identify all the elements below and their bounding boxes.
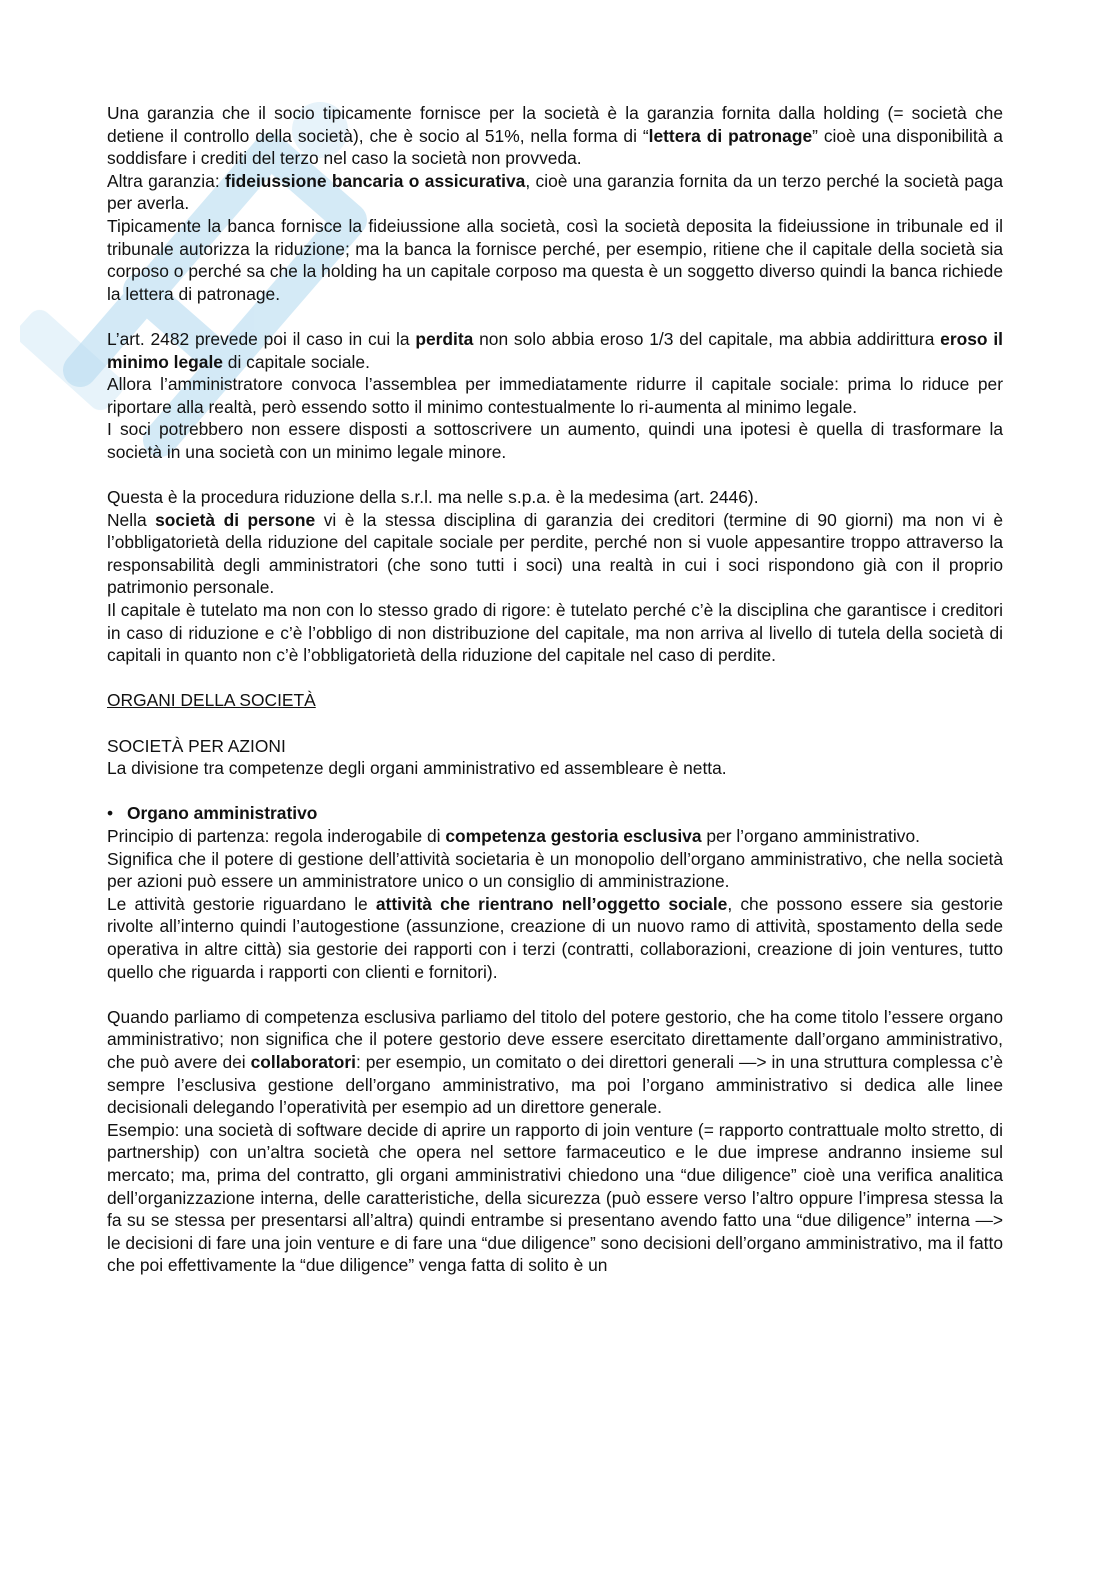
paragraph: I soci potrebbero non essere disposti a sottoscrivere un aumento, quindi una ipotesi è quella di trasformare la società in una società con un minimo legale minore. [107, 419, 1003, 462]
paragraph: L’art. 2482 prevede poi il caso in cui la perdita non solo abbia eroso 1/3 del capitale, ma abbia addirittura eroso il minimo legale di capitale sociale. [107, 328, 1003, 372]
paragraph: Altra garanzia: fideiussione bancaria o assicurativa, cioè una garanzia fornita da un terzo perché la società paga per averla. [107, 170, 1004, 214]
subsection-heading: SOCIETÀ PER AZIONI [107, 735, 286, 756]
paragraph: Allora l’amministratore convoca l’assemblea per immediatamente ridurre il capitale sociale: prima lo riduce per riportare alla realtà, però essendo sotto il minimo contestualmente lo ri-aumenta al minimo legale. [107, 374, 1003, 417]
paragraph: La divisione tra competenze degli organi amministrativo ed assembleare è netta. [107, 758, 727, 779]
paragraph: Nella società di persone vi è la stessa disciplina di garanzia dei creditori (termine di 90 giorni) ma non vi è l’obbligatorietà della riduzione del capitale sociale per perdite, perché non si vuole appesantire troppo attraverso la responsabilità degli amministratori (che sono tutti i soci) una realtà in cui i soci rispondono già con il proprio patrimonio personale. [107, 509, 1003, 598]
paragraph: Una garanzia che il socio tipicamente fornisce per la società è la garanzia fornita dalla holding (= società che detiene il controllo della società), che è socio al 51%, nella forma di “lettera di patronage” cioè una disponibilità a soddisfare i crediti del terzo nel caso la società non provveda. [107, 103, 1003, 169]
paragraph: Principio di partenza: regola inderogabile di competenza gestoria esclusiva per l’organo amministrativo. [107, 826, 920, 846]
paragraph: Le attività gestorie riguardano le attività che rientrano nell’oggetto sociale, che possono essere sia gestorie rivolte all’interno quindi l’autogestione (assunzione, creazione di un nuovo ramo di attività, spostamento della sede operativa in altre città) sia gestorie dei rapporti con i terzi (contratti, collaborazioni, creazione di join ventures, tutto quello che riguarda i rapporti con clienti e fornitori). [107, 893, 1003, 982]
section-heading: ORGANI DELLA SOCIETÀ [107, 690, 316, 711]
paragraph: Esempio: una società di software decide di aprire un rapporto di join venture (= rapporto contrattuale molto stretto, di partnership) con un’altra società che opera nel settore farmaceutico e le due imprese andranno insieme sul mercato; ma, prima del contratto, gli organi amministrativi chiedono una “due diligence” cioè una verifica analitica dell’organizzazione interna, delle caratteristiche, della sicurezza (può essere verso l’altro oppure l’impresa stessa la fa su se stessa per presentarsi all’altra) quindi entrambe si presentano avendo fatto una “due diligence” interna —> le decisioni di fare una join venture e di fare una “due diligence” sono decisioni dell’organo amministrativo, ma il fatto che poi effettivamente la “due diligence” venga fatta di solito è un [107, 1119, 1003, 1276]
paragraph: Il capitale è tutelato ma non con lo stesso grado di rigore: è tutelato perché c’è la disciplina che garantisce i creditori in caso di riduzione e c’è l’obbligo di non distribuzione del capitale, ma non arriva al livello di tutela della società di capitali in quanto non c’è l’obbligatorietà della riduzione del capitale nel caso di perdite. [107, 600, 1003, 666]
document-body [107, 102, 1003, 1277]
paragraph: Quando parliamo di competenza esclusiva parliamo del titolo del potere gestorio, che ha come titolo l’essere organo amministrativo; non significa che il potere gestorio deve essere esercitato direttamente dall’organo amministrativo, che può avere dei collaboratori: per esempio, un comitato o dei direttori generali —> in una struttura complessa c’è sempre l’esclusiva gestione dell’organo amministrativo, ma poi l’organo amministrativo si dedica alle linee decisionali delegando l’operatività per esempio ad un direttore generale. [107, 1006, 1003, 1118]
bullet-icon: • [107, 803, 114, 824]
bullet-heading: • Organo amministrativo [107, 803, 318, 824]
paragraph: Significa che il potere di gestione dell’attività societaria è un monopolio dell’organo amministrativo, che nella società per azioni può essere un amministratore unico o un consiglio di amministrazione. [107, 848, 1003, 892]
paragraph: Tipicamente la banca fornisce la fideiussione alla società, così la società deposita la fideiussione in tribunale ed il tribunale autorizza la riduzione; ma la banca la fornisce perché, per esempio, ritiene che il capitale della società sia corposo o perché sa che la holding ha un capitale corposo ma questa è un soggetto diverso quindi la banca richiede la lettera di patronage. [107, 215, 1003, 304]
paragraph: Questa è la procedura riduzione della s.r.l. ma nelle s.p.a. è la medesima (art. 2446). [107, 487, 759, 508]
